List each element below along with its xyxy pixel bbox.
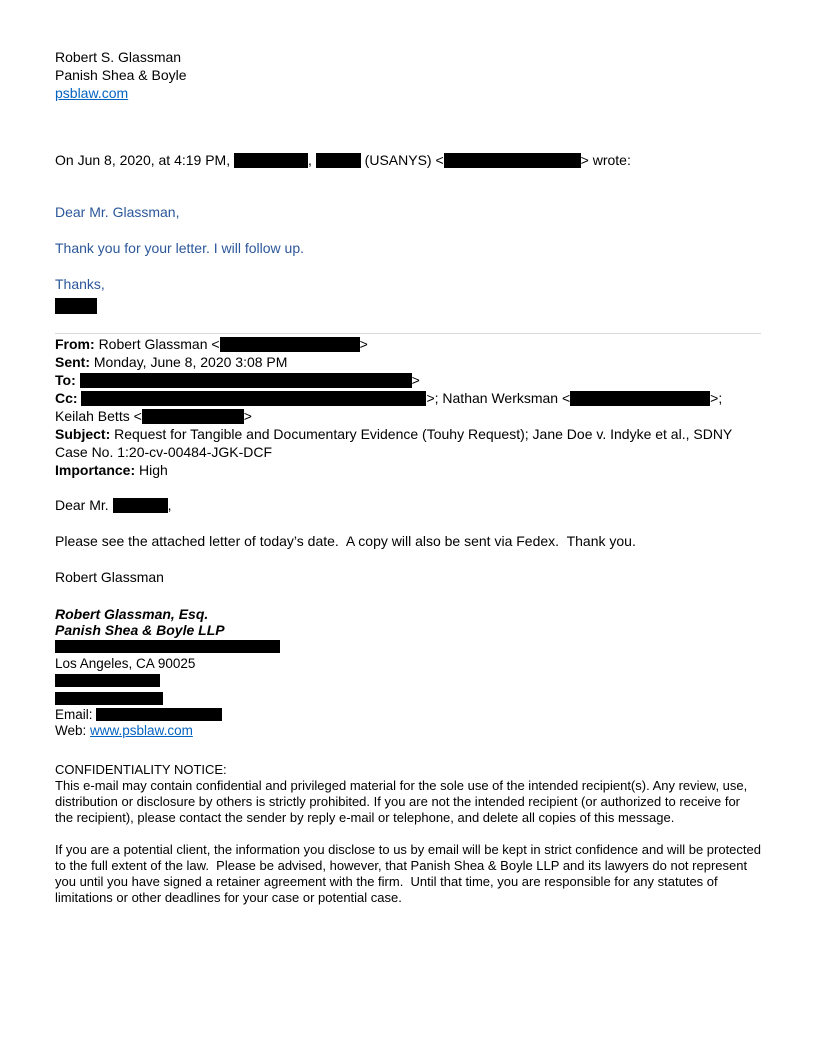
mail-headers (55, 335, 761, 479)
header-subject (55, 425, 761, 461)
sender-website-row (55, 84, 761, 102)
redaction-bar-from-email (220, 337, 360, 352)
confidentiality-notice (55, 761, 765, 906)
redaction-bar-cc-email-2 (570, 391, 710, 406)
redaction-bar-street-address (55, 640, 280, 653)
reply-body: Thank you for your letter. I will follow up. (55, 240, 304, 256)
signature-firm: Panish Shea & Boyle LLP (55, 621, 225, 638)
salutation-line (55, 496, 761, 514)
quoted-message-header (55, 151, 761, 169)
importance-value: High (139, 462, 168, 478)
signature-address-row (55, 638, 761, 656)
redaction-bar-cc-email-3 (142, 409, 244, 424)
redaction-bar-signature-email (96, 708, 222, 721)
header-cc (55, 389, 761, 425)
sender-name: Robert S. Glassman (55, 49, 182, 65)
cc-close: > (243, 408, 252, 424)
redaction-bar-last-name (234, 153, 308, 168)
reply-greeting: Dear Mr. Glassman, (55, 204, 180, 220)
from-close: > (359, 336, 368, 352)
signature-city: Los Angeles, CA 90025 (55, 656, 196, 672)
to-label: To: (55, 372, 76, 388)
header-to (55, 371, 761, 389)
redaction-bar-email-address (444, 153, 581, 168)
web-label: Web: (55, 722, 87, 738)
cc-label: Cc: (55, 390, 78, 406)
message-signoff: Robert Glassman (55, 569, 164, 585)
redaction-bar-to-email (80, 373, 412, 388)
sender-firm: Panish Shea & Boyle (55, 67, 187, 83)
signature-web-row (55, 723, 761, 739)
message-divider (55, 333, 761, 334)
header-sent (55, 353, 761, 371)
redaction-bar-phone (55, 674, 160, 687)
header-importance (55, 461, 761, 479)
salutation-prefix: Dear Mr. (55, 497, 113, 513)
email-label: Email: (55, 707, 93, 723)
salutation-suffix: , (167, 497, 172, 513)
signature-block (55, 607, 761, 739)
subject-value: Request for Tangible and Documentary Evidence (Touhy Request); Jane Doe v. Indyke et al., SDNY Case No. 1:20-cv-00484-JGK-DCF (55, 426, 733, 460)
sender-card (55, 48, 761, 102)
subject-label: Subject: (55, 426, 111, 442)
sent-label: Sent: (55, 354, 90, 370)
from-label: From: (55, 336, 95, 352)
redaction-bar-fax (55, 692, 163, 705)
cc-mid2: >; Keilah Betts < (55, 390, 723, 424)
header-from (55, 335, 761, 353)
notice-paragraph-2: If you are a potential client, the information you disclose to us by email will be kept in strict confidence and will be protected to the full extent of the law. Please be advised, however, that Panish Shea & Boyle LLP and its lawyers do not represent you until you have signed a retainer agreement with the firm. Until that time, you are responsible for any statutes of limitations or other deadlines for your case or potential case. (55, 841, 765, 905)
quote-separator: , (308, 152, 316, 168)
sender-website-link[interactable]: psblaw.com (55, 85, 129, 101)
quote-org-text: (USANYS) < (360, 152, 444, 168)
message-paragraph: Please see the attached letter of today’s date. A copy will also be sent via Fedex. Thank you. (55, 533, 636, 549)
signature-name: Robert Glassman, Esq. (55, 606, 209, 622)
to-close: > (411, 372, 420, 388)
quote-wrote-text: > wrote: (580, 152, 631, 168)
quote-date-text: On Jun 8, 2020, at 4:19 PM, (55, 152, 234, 168)
notice-paragraph-1: This e-mail may contain confidential and privileged material for the sole use of the intended recipient(s). Any review, use, distribution or disclosure by others is strictly prohibited. If you are not the intended recipient (or authorized to receive for the recipient), please contact the sender by reply e-mail or telephone, and delete all copies of this message. (55, 777, 751, 825)
from-value: Robert Glassman < (98, 336, 220, 352)
signature-fax-row (55, 690, 761, 708)
notice-title: CONFIDENTIALITY NOTICE: (55, 761, 227, 777)
redaction-bar-signature-name (55, 298, 97, 314)
signature-website-link[interactable]: www.psblaw.com (90, 722, 193, 738)
importance-label: Importance: (55, 462, 136, 478)
redaction-bar-cc-email-1 (81, 391, 426, 406)
signature-phone-row (55, 672, 761, 690)
redaction-bar-recipient-name (113, 498, 168, 513)
signature-email-row (55, 707, 761, 723)
reply-closing: Thanks, (55, 276, 105, 292)
reply-message (55, 203, 761, 293)
redaction-bar-first-name (316, 153, 361, 168)
sent-value: Monday, June 8, 2020 3:08 PM (93, 354, 288, 370)
cc-mid1: >; Nathan Werksman < (426, 390, 571, 406)
